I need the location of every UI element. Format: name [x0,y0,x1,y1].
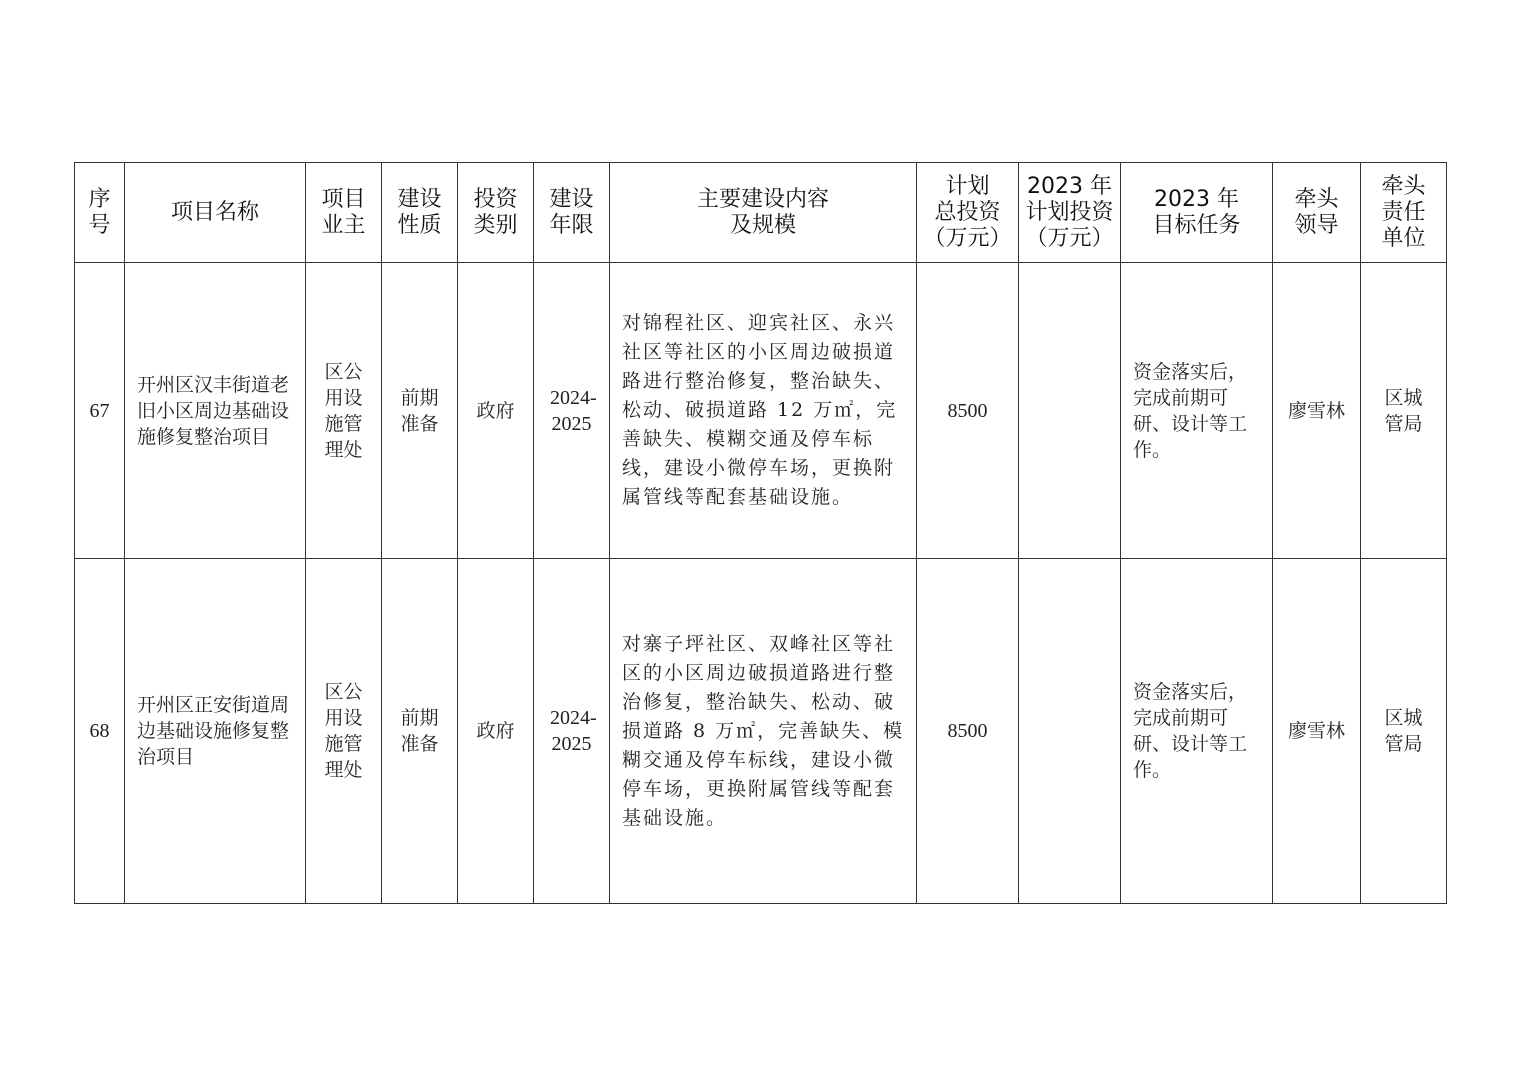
header-total-investment: 计划 总投资 （万元） [917,163,1019,263]
table-row [75,559,1447,904]
row-investment-2023 [1019,559,1121,904]
project-table-sheet [74,162,1447,904]
header-target-2023: 2023 年 目标任务 [1121,163,1273,263]
row-unit: 区城管局 [1361,263,1447,559]
table-row [75,263,1447,559]
header-owner: 项目 业主 [306,163,382,263]
row-nature: 前期准备 [382,263,458,559]
row-target-2023: 资金落实后，完成前期可研、设计等工作。 [1121,263,1273,559]
row-leader: 廖雪林 [1273,263,1361,559]
row-owner: 区公用设施管理处 [306,263,382,559]
row-index: 68 [75,559,125,904]
row-owner: 区公用设施管理处 [306,559,382,904]
header-unit: 牵头 责任 单位 [1361,163,1447,263]
row-period: 2024-2025 [534,263,610,559]
header-period: 建设 年限 [534,163,610,263]
project-table [74,162,1447,904]
header-project-name: 项目名称 [125,163,306,263]
row-project-name: 开州区汉丰街道老旧小区周边基础设施修复整治项目 [125,263,306,559]
row-content: 对锦程社区、迎宾社区、永兴社区等社区的小区周边破损道路进行整治修复，整治缺失、松动、破损道路 12 万㎡，完善缺失、模糊交通及停车标线，建设小微停车场，更换附属管线等配套基础设施。 [610,263,917,559]
row-project-name: 开州区正安街道周边基础设施修复整治项目 [125,559,306,904]
row-investment-2023 [1019,263,1121,559]
header-leader: 牵头 领导 [1273,163,1361,263]
row-category: 政府 [458,559,534,904]
row-target-2023: 资金落实后，完成前期可研、设计等工作。 [1121,559,1273,904]
row-nature: 前期准备 [382,559,458,904]
header-nature: 建设 性质 [382,163,458,263]
header-investment-2023: 2023 年 计划投资 （万元） [1019,163,1121,263]
row-category: 政府 [458,263,534,559]
row-content: 对寨子坪社区、双峰社区等社区的小区周边破损道路进行整治修复，整治缺失、松动、破损道路 8 万㎡，完善缺失、模糊交通及停车标线，建设小微停车场，更换附属管线等配套基础设施。 [610,559,917,904]
header-category: 投资 类别 [458,163,534,263]
row-total-investment: 8500 [917,263,1019,559]
header-index: 序 号 [75,163,125,263]
row-leader: 廖雪林 [1273,559,1361,904]
row-period: 2024-2025 [534,559,610,904]
row-index: 67 [75,263,125,559]
row-total-investment: 8500 [917,559,1019,904]
row-unit: 区城管局 [1361,559,1447,904]
table-header-row [75,163,1447,263]
header-content: 主要建设内容 及规模 [610,163,917,263]
